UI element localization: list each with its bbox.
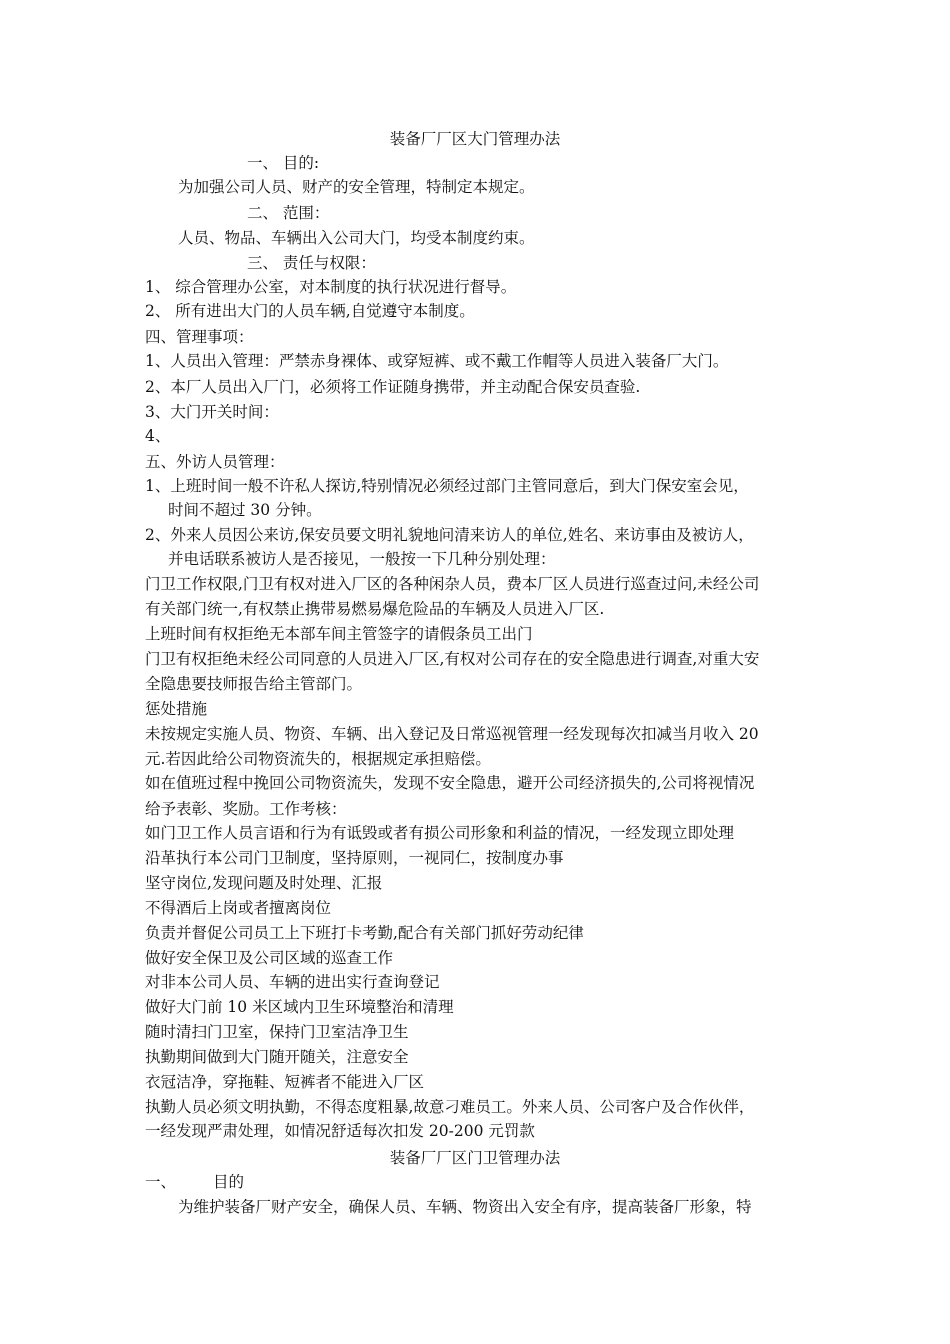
section-heading: 五、外访人员管理： (145, 453, 285, 471)
numbered-item: 2、外来人员因公来访,保安员要文明礼貌地问清来访人的单位,姓名、来访事由及被访人， (145, 526, 754, 544)
paragraph: 一经发现严肃处理，如情况舒适每次扣发 20-200 元罚款 (145, 1122, 535, 1140)
section-heading: 一、 目的: (247, 154, 320, 172)
paragraph: 人员、物品、车辆出入公司大门，均受本制度约束。 (178, 229, 535, 247)
numbered-item: 1、 综合管理办公室，对本制度的执行状况进行督导。 (145, 278, 517, 296)
paragraph: 元.若因此给公司物资流失的，根据规定承担赔偿。 (145, 750, 491, 768)
paragraph: 全隐患要技师报告给主管部门。 (145, 675, 363, 693)
paragraph: 衣冠洁净，穿拖鞋、短裤者不能进入厂区 (145, 1073, 425, 1091)
numbered-item-continuation: 并电话联系被访人是否接见，一般按一下几种分别处理： (168, 550, 556, 568)
paragraph: 为维护装备厂财产安全，确保人员、车辆、物资出入安全有序，提高装备厂形象，特 (178, 1198, 752, 1216)
section-number: 一、 (145, 1173, 177, 1191)
numbered-item: 3、大门开关时间： (145, 403, 279, 421)
section-heading: 目的 (213, 1173, 245, 1191)
document-title: 装备厂厂区大门管理办法 (389, 130, 561, 148)
numbered-item: 2、本厂人员出入厂门，必须将工作证随身携带，并主动配合保安员查验. (145, 378, 641, 396)
numbered-item: 4、 (145, 427, 171, 445)
paragraph: 如门卫工作人员言语和行为有诋毁或者有损公司形象和利益的情况，一经发现立即处理 (145, 824, 735, 842)
section-heading: 三、 责任与权限： (247, 254, 376, 272)
numbered-item-continuation: 时间不超过 30 分钟。 (168, 501, 322, 519)
paragraph: 坚守岗位,发现问题及时处理、汇报 (145, 874, 383, 892)
paragraph: 随时清扫门卫室，保持门卫室洁净卫生 (145, 1023, 409, 1041)
paragraph: 门卫有权拒绝未经公司同意的人员进入厂区,有权对公司存在的安全隐患进行调查,对重大安 (145, 650, 760, 668)
paragraph: 有关部门统一,有权禁止携带易燃易爆危险品的车辆及人员进入厂区. (145, 600, 605, 618)
paragraph: 做好安全保卫及公司区域的巡查工作 (145, 949, 394, 967)
paragraph: 执勤人员必须文明执勤，不得态度粗暴,故意刁难员工。外来人员、公司客户及合作伙伴， (145, 1098, 755, 1116)
section-heading: 四、管理事项： (145, 328, 254, 346)
paragraph: 为加强公司人员、财产的安全管理，特制定本规定。 (178, 178, 535, 196)
numbered-item: 1、人员出入管理：严禁赤身裸体、或穿短裤、或不戴工作帽等人员进入装备厂大门。 (145, 352, 729, 370)
paragraph: 做好大门前 10 米区域内卫生环境整治和清理 (145, 998, 454, 1016)
paragraph: 对非本公司人员、车辆的进出实行查询登记 (145, 973, 440, 991)
paragraph: 上班时间有权拒绝无本部车间主管签字的请假条员工出门 (145, 625, 533, 643)
paragraph: 未按规定实施人员、物资、车辆、出入登记及日常巡视管理一经发现每次扣减当月收入 20 (145, 725, 759, 743)
paragraph: 给予表彰、奖励。工作考核： (145, 800, 347, 818)
paragraph: 如在值班过程中挽回公司物资流失，发现不安全隐患，避开公司经济损失的,公司将视情况 (145, 774, 755, 792)
document-title: 装备厂厂区门卫管理办法 (389, 1149, 561, 1167)
section-heading: 惩处措施 (145, 700, 208, 718)
paragraph: 执勤期间做到大门随开随关，注意安全 (145, 1048, 409, 1066)
paragraph: 不得酒后上岗或者擅离岗位 (145, 899, 332, 917)
numbered-item: 1、上班时间一般不许私人探访,特别情况必须经过部门主管同意后，到大门保安室会见， (145, 477, 749, 495)
paragraph: 负责并督促公司员工上下班打卡考勤,配合有关部门抓好劳动纪律 (145, 924, 584, 942)
section-heading: 二、 范围： (247, 204, 330, 222)
paragraph: 沿革执行本公司门卫制度，坚持原则，一视同仁，按制度办事 (145, 849, 564, 867)
paragraph: 门卫工作权限,门卫有权对进入厂区的各种闲杂人员，费本厂区人员进行巡查过问,未经公司 (145, 575, 760, 593)
numbered-item: 2、 所有进出大门的人员车辆,自觉遵守本制度。 (145, 302, 475, 320)
